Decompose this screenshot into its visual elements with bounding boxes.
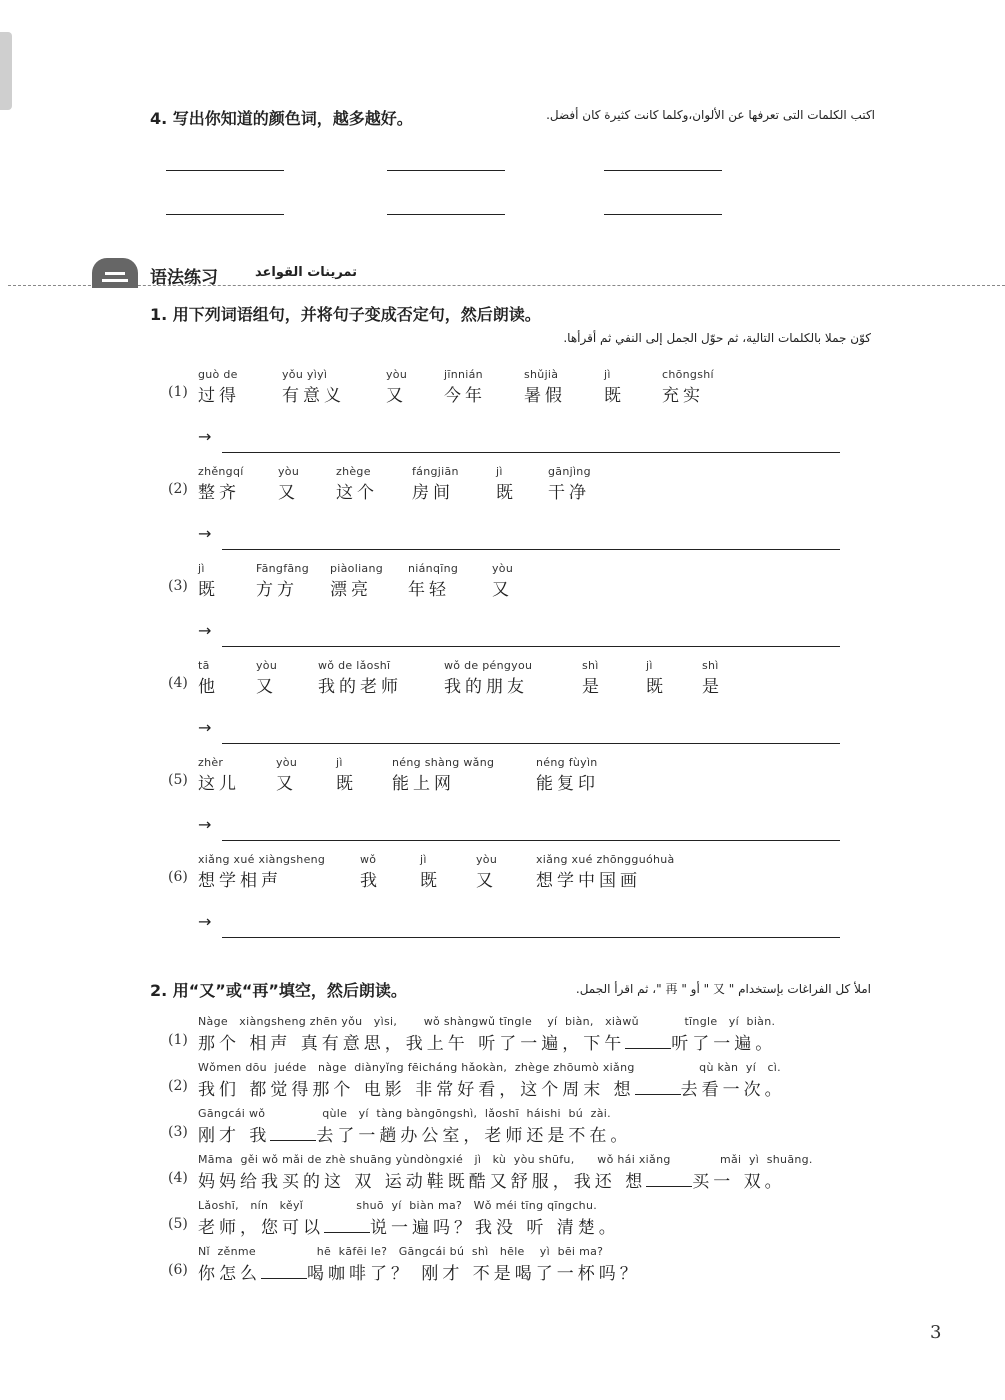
chinese-word: 过得	[198, 386, 240, 406]
item-number: (6)	[168, 869, 188, 885]
pinyin-label: jīnnián	[444, 368, 483, 381]
answer-blank[interactable]	[166, 214, 284, 215]
pinyin-label: wǒ de péngyou	[444, 659, 533, 672]
chinese-word: 又	[276, 774, 297, 794]
fill-blank[interactable]	[270, 1126, 316, 1141]
sentence-part: 听了一遍。	[671, 1034, 777, 1054]
pinyin-label: jì	[604, 368, 611, 381]
arrow-right-icon: →	[198, 524, 212, 543]
answer-line[interactable]	[222, 840, 840, 841]
exercise1-arabic-instruction: كوّن جملا بالكلمات التالية، ثم حوّل الجمل إلى النفي ثم أقرأها.	[563, 331, 871, 345]
sentence-part: 刚才 我	[198, 1126, 271, 1146]
pinyin-label: jì	[646, 659, 653, 672]
pinyin-label: guò de	[198, 368, 238, 381]
arrow-right-icon: →	[198, 815, 212, 834]
pinyin-label: néng shàng wǎng	[392, 756, 495, 769]
pinyin-label: Fāngfāng	[256, 562, 309, 575]
chinese-word: 我	[360, 871, 381, 891]
chinese-word: 我的老师	[318, 677, 402, 697]
pinyin-label: wǒ de lǎoshī	[318, 659, 391, 672]
fill-blank[interactable]	[625, 1034, 671, 1049]
pinyin-line: Māma gěi wǒ mǎi de zhè shuāng yùndòngxié jì kù yòu shūfu, wǒ hái xiǎng mǎi yì shuāng.	[198, 1153, 813, 1166]
pinyin-label: jì	[198, 562, 205, 575]
answer-blank[interactable]	[387, 170, 505, 171]
item-number: (5)	[168, 1216, 188, 1232]
answer-line[interactable]	[222, 743, 840, 744]
pinyin-label: wǒ	[360, 853, 377, 866]
chinese-word: 暑假	[524, 386, 566, 406]
pinyin-label: fángjiān	[412, 465, 459, 478]
pinyin-label: jì	[496, 465, 503, 478]
section-arabic-title: تمرينات القواعد	[255, 265, 358, 280]
sentence-part: 那个 相声 真有意思，我上午 听了一遍，下午	[198, 1034, 626, 1054]
pinyin-label: jì	[336, 756, 343, 769]
chinese-word: 既	[420, 871, 441, 891]
pinyin-label: zhège	[336, 465, 371, 478]
chinese-word: 年轻	[408, 580, 450, 600]
pinyin-label: niánqīng	[408, 562, 459, 575]
chinese-word: 想学相声	[198, 871, 282, 891]
pinyin-label: shì	[702, 659, 719, 672]
pinyin-label: yòu	[276, 756, 298, 769]
item-number: (3)	[168, 1124, 188, 1140]
exercise2-arabic-instruction: املأ كل الفراغات بإستخدام " 又 " أو " 再 "، ثم اقرأ الجمل.	[575, 982, 871, 996]
chinese-word: 我的朋友	[444, 677, 528, 697]
chinese-word: 又	[386, 386, 407, 406]
exercise1-title: 1. 用下列词语组句，并将句子变成否定句，然后朗读。	[150, 305, 541, 324]
chinese-word: 干净	[548, 483, 590, 503]
exercise2-title: 2. 用“又”或“再”填空，然后朗读。	[150, 981, 407, 1000]
chinese-word: 房间	[412, 483, 454, 503]
answer-line[interactable]	[222, 452, 840, 453]
chinese-word: 又	[476, 871, 497, 891]
chinese-word: 是	[702, 677, 723, 697]
item-number: (6)	[168, 1262, 188, 1278]
chinese-word: 他	[198, 677, 219, 697]
pinyin-label: yòu	[256, 659, 278, 672]
chinese-word: 方方	[256, 580, 298, 600]
chinese-word: 整齐	[198, 483, 240, 503]
chinese-word: 能复印	[536, 774, 599, 794]
arrow-right-icon: →	[198, 718, 212, 737]
chinese-word: 又	[492, 580, 513, 600]
fill-blank[interactable]	[635, 1080, 681, 1095]
sentence-part: 说一遍吗？我没 听 清楚。	[370, 1218, 620, 1238]
sentence	[198, 1029, 776, 1054]
chinese-word: 这个	[336, 483, 378, 503]
pinyin-label: yòu	[386, 368, 408, 381]
pinyin-line: Nàge xiàngsheng zhēn yǒu yìsi, wǒ shàngwǔ tīngle yí biàn, xiàwǔ tīngle yí biàn.	[198, 1015, 776, 1028]
sentence-part: 妈妈给我买的这 双 运动鞋既酷又舒服，我还 想	[198, 1172, 647, 1192]
pinyin-line: Nǐ zěnme hē kāfēi le? Gāngcái bú shì hēle yì bēi ma?	[198, 1245, 604, 1258]
item-number: (1)	[168, 1032, 188, 1048]
pinyin-label: yòu	[278, 465, 300, 478]
pinyin-label: yòu	[492, 562, 514, 575]
q4-arabic-instruction: اكتب الكلمات التى تعرفها عن الألوان،وكلما كانت كثيرة كان أفضل.	[546, 108, 875, 122]
pinyin-label: zhèr	[198, 756, 224, 769]
answer-blank[interactable]	[387, 214, 505, 215]
chinese-word: 又	[278, 483, 299, 503]
answer-blank[interactable]	[166, 170, 284, 171]
pinyin-label: jì	[420, 853, 427, 866]
chinese-word: 充实	[662, 386, 704, 406]
pinyin-label: piàoliang	[330, 562, 384, 575]
fill-blank[interactable]	[646, 1172, 692, 1187]
chinese-word: 既	[496, 483, 517, 503]
fill-blank[interactable]	[261, 1264, 307, 1279]
pinyin-label: xiǎng xué xiàngsheng	[198, 853, 326, 866]
pinyin-label: yǒu yìyì	[282, 368, 328, 381]
sentence-part: 你怎么	[198, 1264, 261, 1284]
chinese-word: 有意义	[282, 386, 345, 406]
item-number: (5)	[168, 772, 188, 788]
sentence-part: 去看一次。	[680, 1080, 786, 1100]
pinyin-label: chōngshí	[662, 368, 714, 381]
chinese-word: 今年	[444, 386, 486, 406]
pinyin-label: zhěngqí	[198, 465, 244, 478]
chinese-word: 既	[604, 386, 625, 406]
item-number: (4)	[168, 1170, 188, 1186]
chinese-word: 想学中国画	[536, 871, 641, 891]
item-number: (1)	[168, 384, 188, 400]
chinese-word: 既	[198, 580, 219, 600]
page-corner-tab	[0, 32, 12, 110]
pinyin-line: Lǎoshī, nín kěyǐ shuō yí biàn ma? Wǒ méi tīng qīngchu.	[198, 1199, 598, 1212]
pinyin-label: gānjìng	[548, 465, 591, 478]
sentence-part: 喝咖啡了？ 刚才 不是喝了一杯吗？	[307, 1264, 641, 1284]
chinese-word: 又	[256, 677, 277, 697]
chinese-word: 这儿	[198, 774, 240, 794]
pinyin-label: xiǎng xué zhōngguóhuà	[536, 853, 675, 866]
arrow-right-icon: →	[198, 912, 212, 931]
pinyin-label: yòu	[476, 853, 498, 866]
sentence	[198, 1167, 786, 1192]
sentence	[198, 1121, 631, 1146]
item-number: (3)	[168, 578, 188, 594]
pinyin-line: Wǒmen dōu juéde nàge diànyǐng fēicháng hǎokàn, zhège zhōumò xiǎng qù kàn yí cì.	[198, 1061, 781, 1074]
chinese-word: 既	[646, 677, 667, 697]
fill-blank[interactable]	[324, 1218, 370, 1233]
answer-blank[interactable]	[604, 214, 722, 215]
answer-line[interactable]	[222, 937, 840, 938]
item-number: (2)	[168, 481, 188, 497]
sentence	[198, 1259, 641, 1284]
q4-title: 4. 写出你知道的颜色词，越多越好。	[150, 109, 413, 128]
pinyin-line: Gāngcái wǒ qùle yí tàng bàngōngshì, lǎoshī háishi bú zài.	[198, 1107, 611, 1120]
sentence	[198, 1075, 786, 1100]
answer-blank[interactable]	[604, 170, 722, 171]
section-title: 语法练习	[150, 268, 218, 288]
sentence-part: 老师，您可以	[198, 1218, 324, 1238]
sentence-part: 我们 都觉得那个 电影 非常好看，这个周末 想	[198, 1080, 635, 1100]
answer-line[interactable]	[222, 549, 840, 550]
item-number: (2)	[168, 1078, 188, 1094]
answer-line[interactable]	[222, 646, 840, 647]
chinese-word: 是	[582, 677, 603, 697]
chinese-word: 能上网	[392, 774, 455, 794]
page-number: 3	[930, 1322, 942, 1343]
chinese-word: 漂亮	[330, 580, 372, 600]
chinese-word: 既	[336, 774, 357, 794]
item-number: (4)	[168, 675, 188, 691]
pinyin-label: néng fùyìn	[536, 756, 598, 769]
sentence-part: 买一 双。	[692, 1172, 786, 1192]
sentence	[198, 1213, 620, 1238]
arrow-right-icon: →	[198, 621, 212, 640]
pinyin-label: tā	[198, 659, 210, 672]
section-two-badge	[92, 258, 138, 288]
pinyin-label: shǔjià	[524, 368, 559, 381]
sentence-part: 去了一趟办公室，老师还是不在。	[316, 1126, 632, 1146]
pinyin-label: shì	[582, 659, 599, 672]
arrow-right-icon: →	[198, 427, 212, 446]
